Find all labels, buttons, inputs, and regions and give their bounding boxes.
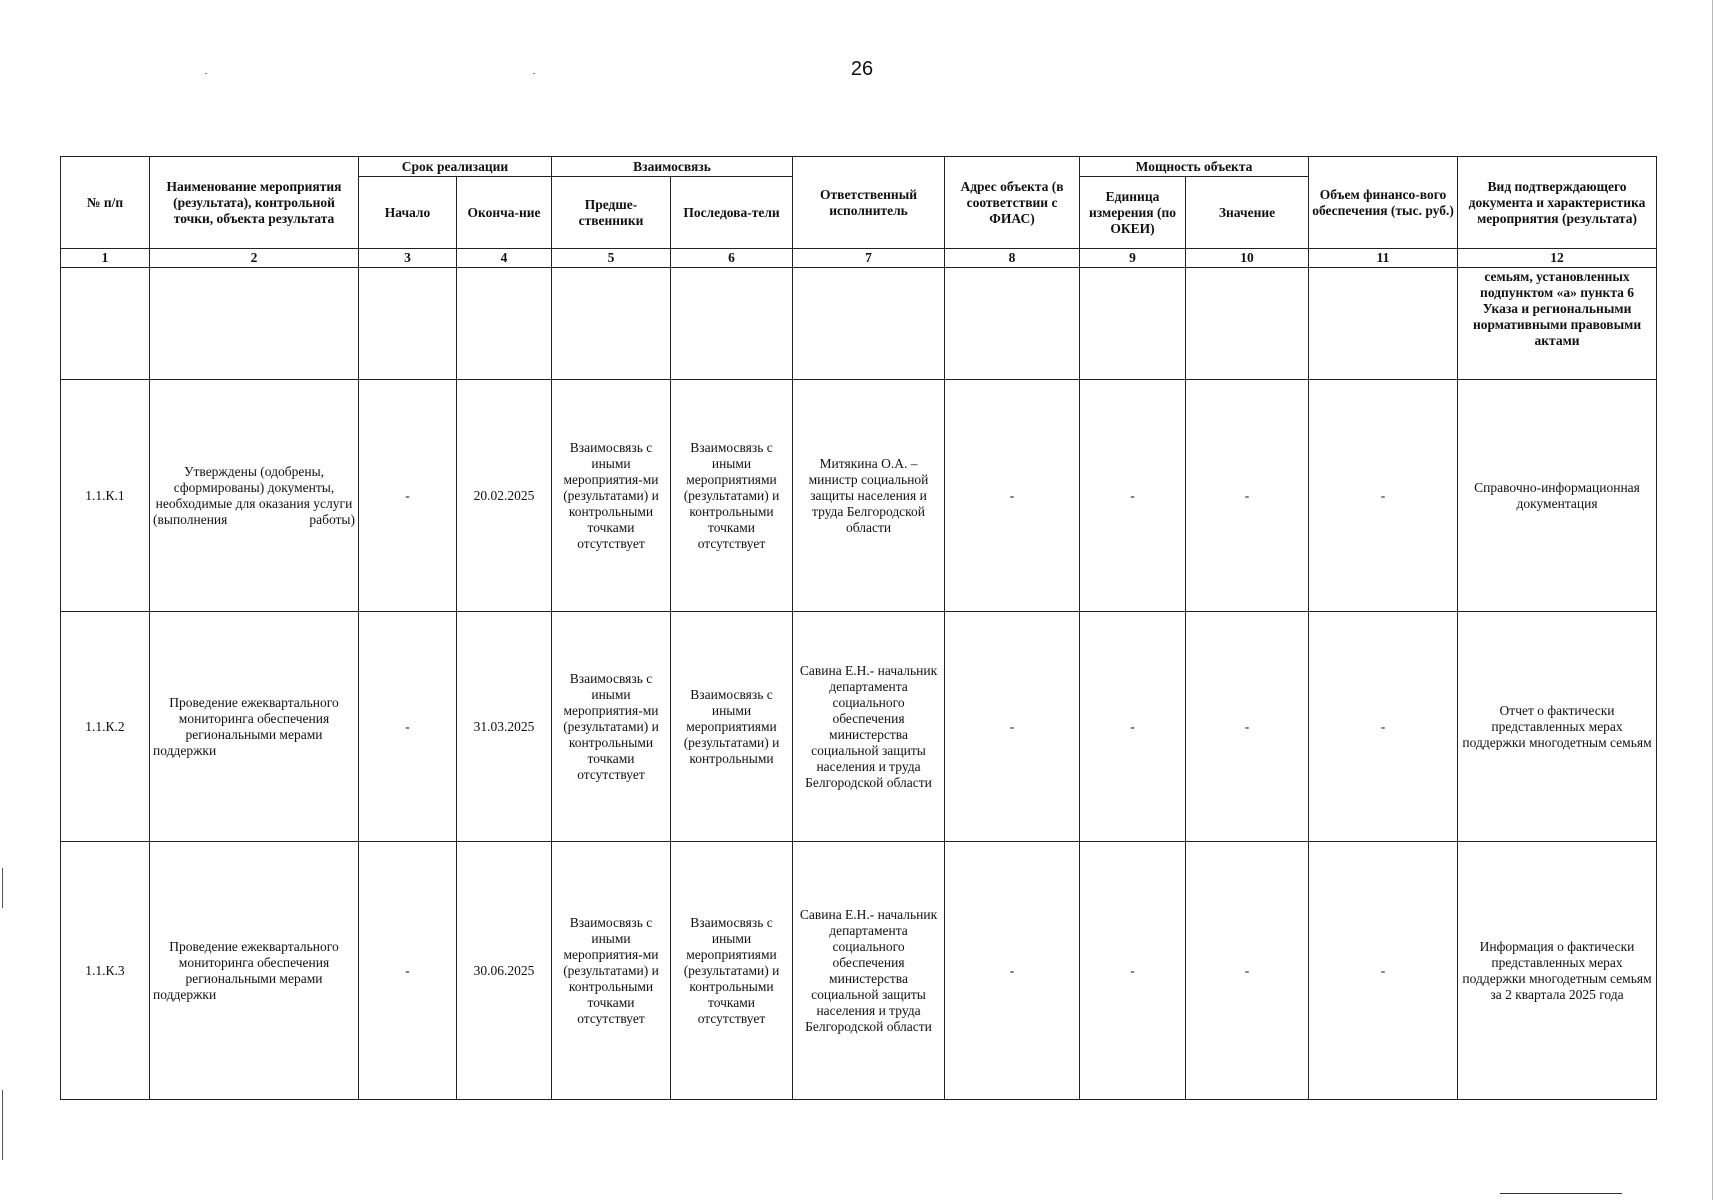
column-number: 12 xyxy=(1458,249,1657,268)
row-address: - xyxy=(945,380,1080,612)
row-executor: Савина Е.Н.- начальник департамента социального обеспечения министерства социальной защиты населения и труда Белгородской области xyxy=(793,842,945,1100)
row-predecessors: Взаимосвязь с иными мероприятия-ми (результатами) и контрольными точками отсутствует xyxy=(552,612,671,842)
scan-edge-mark xyxy=(2,1090,3,1160)
row-successors: Взаимосвязь с иными мероприятиями (результатами) и контрольными точками отсутствует xyxy=(671,842,793,1100)
scan-speck xyxy=(533,73,535,74)
row-document: Справочно-информационная документация xyxy=(1458,380,1657,612)
row-value: - xyxy=(1186,380,1309,612)
row-end: 30.06.2025 xyxy=(457,842,552,1100)
events-table xyxy=(60,156,1657,1100)
row-start: - xyxy=(359,612,457,842)
header-value: Значение xyxy=(1186,177,1309,249)
row-successors: Взаимосвязь с иными мероприятиями (результатами) и контрольными точками отсутствует xyxy=(671,380,793,612)
row-start: - xyxy=(359,842,457,1100)
header-unit: Единица измерения (по ОКЕИ) xyxy=(1080,177,1186,249)
row-unit: - xyxy=(1080,842,1186,1100)
row-predecessors: Взаимосвязь с иными мероприятия-ми (результатами) и контрольными точками отсутствует xyxy=(552,380,671,612)
row-unit: - xyxy=(1080,612,1186,842)
continuation-text: семьям, установленных подпунктом «а» пункта 6 Указа и региональными нормативными правовыми актами xyxy=(1458,268,1657,380)
row-number: 1.1.К.3 xyxy=(61,842,150,1100)
row-start: - xyxy=(359,380,457,612)
header-finance: Объем финансо-вого обеспечения (тыс. руб.) xyxy=(1309,157,1458,249)
row-name: Утверждены (одобрены, сформированы) документы, необходимые для оказания услуги (выполнения работы) xyxy=(150,380,359,612)
column-number: 3 xyxy=(359,249,457,268)
row-number: 1.1.К.2 xyxy=(61,612,150,842)
header-start: Начало xyxy=(359,177,457,249)
column-number: 9 xyxy=(1080,249,1186,268)
column-number: 4 xyxy=(457,249,552,268)
scan-speck xyxy=(205,73,207,74)
header-num: № п/п xyxy=(61,157,150,249)
row-predecessors: Взаимосвязь с иными мероприятия-ми (результатами) и контрольными точками отсутствует xyxy=(552,842,671,1100)
row-value: - xyxy=(1186,842,1309,1100)
row-address: - xyxy=(945,612,1080,842)
row-finance: - xyxy=(1309,842,1458,1100)
row-document: Информация о фактически представленных мерах поддержки многодетным семьям за 2 квартала 2025 года xyxy=(1458,842,1657,1100)
footer-rule xyxy=(1500,1193,1622,1194)
row-name: Проведение ежеквартального мониторинга обеспечения региональными мерами поддержки xyxy=(150,612,359,842)
header-address: Адрес объекта (в соответствии с ФИАС) xyxy=(945,157,1080,249)
row-successors: Взаимосвязь с иными мероприятиями (результатами) и контрольными xyxy=(671,612,793,842)
row-executor: Савина Е.Н.- начальник департамента социального обеспечения министерства социальной защиты населения и труда Белгородской области xyxy=(793,612,945,842)
row-value: - xyxy=(1186,612,1309,842)
header-group-capacity: Мощность объекта xyxy=(1080,157,1309,177)
row-end: 20.02.2025 xyxy=(457,380,552,612)
header-successors: Последова-тели xyxy=(671,177,793,249)
header-document: Вид подтверждающего документа и характеристика мероприятия (результата) xyxy=(1458,157,1657,249)
page-number: 26 xyxy=(850,58,874,80)
header-group-link: Взаимосвязь xyxy=(552,157,793,177)
column-number: 8 xyxy=(945,249,1080,268)
header-group-term: Срок реализации xyxy=(359,157,552,177)
column-number: 10 xyxy=(1186,249,1309,268)
row-document: Отчет о фактически представленных мерах поддержки многодетным семьям xyxy=(1458,612,1657,842)
table-row xyxy=(61,612,1657,842)
table-row xyxy=(61,380,1657,612)
scan-edge-line xyxy=(1712,0,1713,1200)
row-finance: - xyxy=(1309,380,1458,612)
header-predecessors: Предше-ственники xyxy=(552,177,671,249)
column-number: 1 xyxy=(61,249,150,268)
scan-edge-mark xyxy=(2,868,3,908)
table-row-continuation xyxy=(61,268,1657,380)
header-executor: Ответственный исполнитель xyxy=(793,157,945,249)
column-number: 5 xyxy=(552,249,671,268)
row-finance: - xyxy=(1309,612,1458,842)
row-end: 31.03.2025 xyxy=(457,612,552,842)
row-address: - xyxy=(945,842,1080,1100)
column-number: 11 xyxy=(1309,249,1458,268)
column-number: 2 xyxy=(150,249,359,268)
column-number: 7 xyxy=(793,249,945,268)
row-number: 1.1.К.1 xyxy=(61,380,150,612)
table-row xyxy=(61,842,1657,1100)
header-name: Наименование мероприятия (результата), контрольной точки, объекта результата xyxy=(150,157,359,249)
row-name: Проведение ежеквартального мониторинга обеспечения региональными мерами поддержки xyxy=(150,842,359,1100)
row-unit: - xyxy=(1080,380,1186,612)
header-end: Оконча-ние xyxy=(457,177,552,249)
row-executor: Митякина О.А. – министр социальной защиты населения и труда Белгородской области xyxy=(793,380,945,612)
column-number: 6 xyxy=(671,249,793,268)
